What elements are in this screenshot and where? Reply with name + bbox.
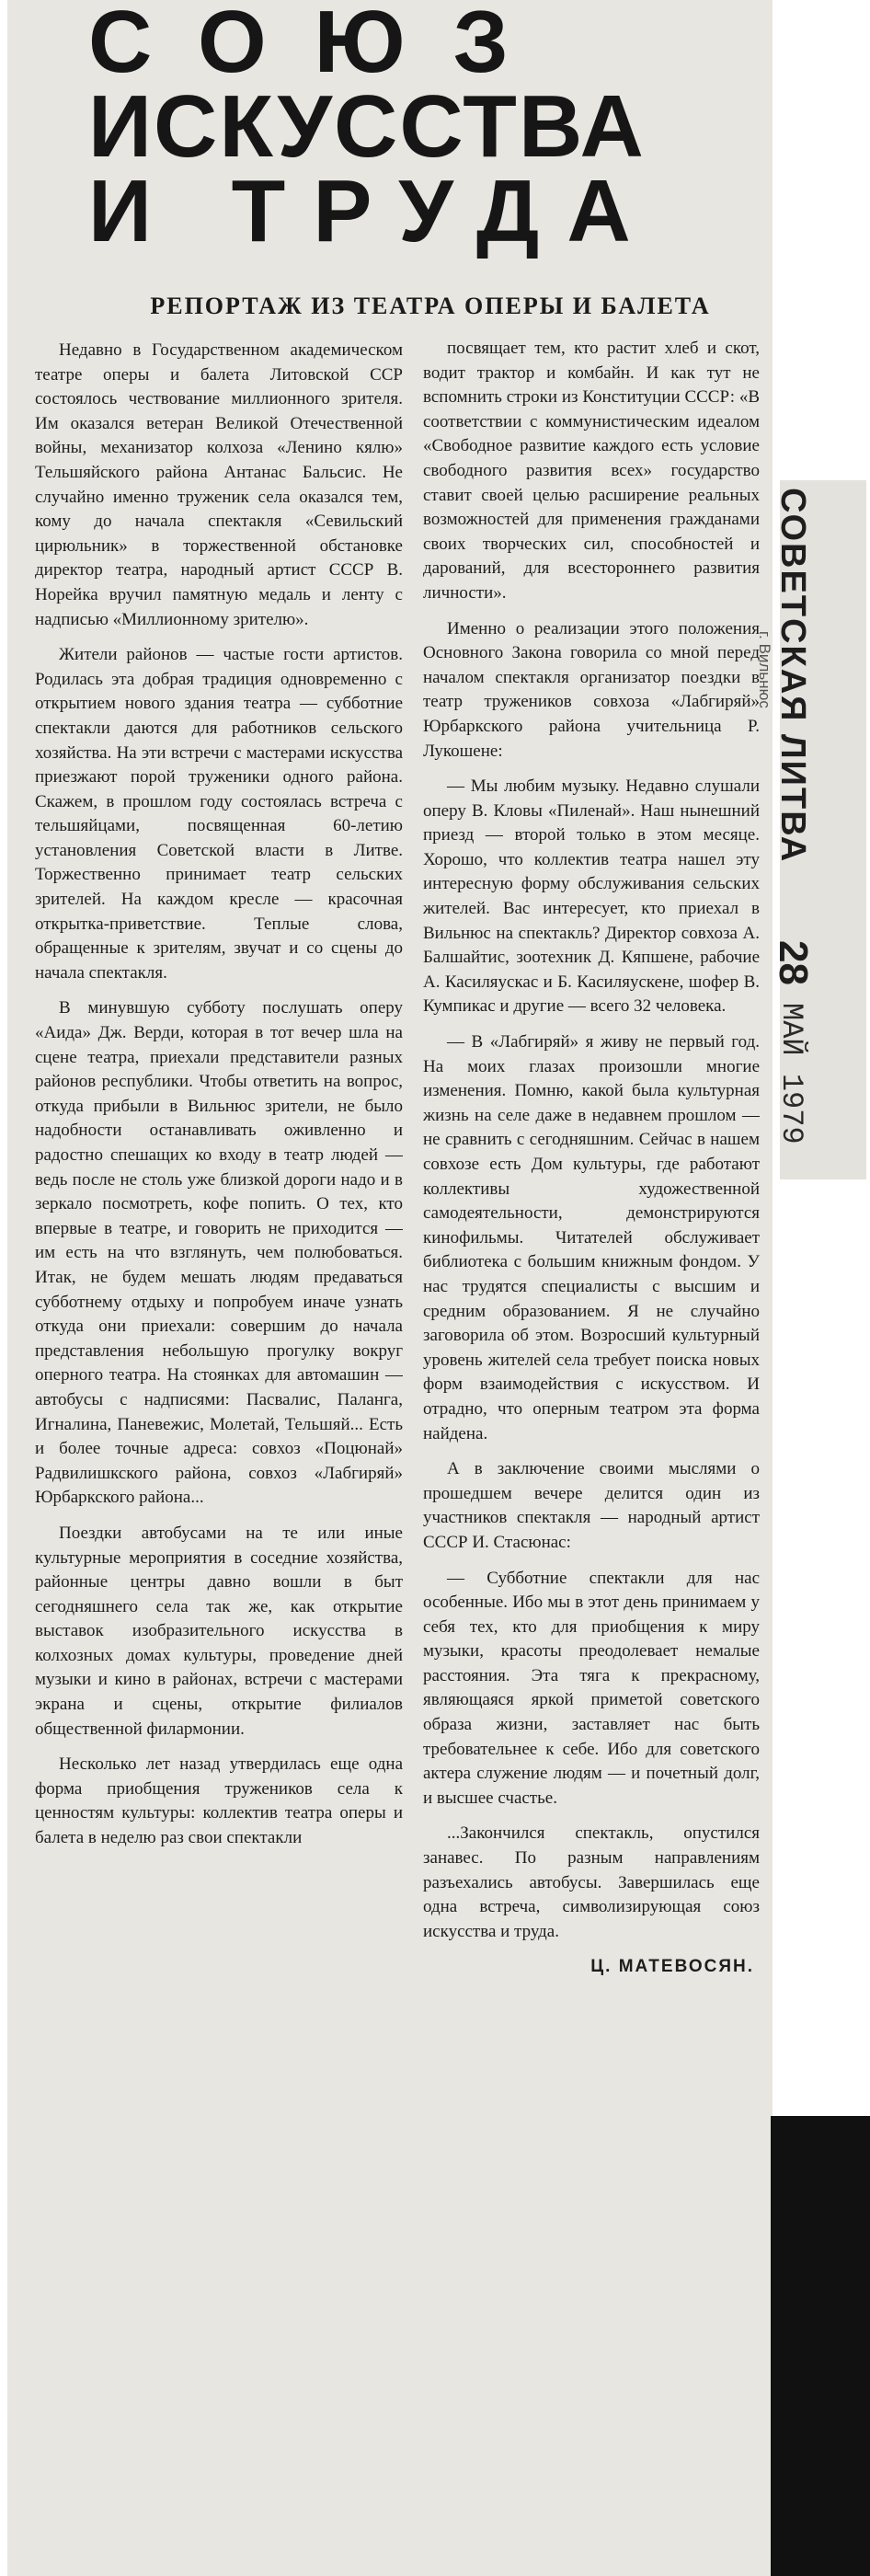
- article-paragraph: Именно о реализации этого положения Основного Закона говорила со мной перед началом спектакля организатор поездки в театр тружеников совхоза «Лабгиряй» Юрбаркского района учительница Р. Лукошене:: [423, 618, 760, 761]
- article-paragraph: посвящает тем, кто растит хлеб и скот, водит трактор и комбайн. И как тут не вспомнить строки из Конституции СССР: «В соответствии с коммунистическим идеалом «Свободное развитие каждого есть условие свободного развития всех» государство ставит своей целью расширение реальных возможностей для применения гражданами своих творческих сил, способностей и дарований, для всестороннего развития личности».: [423, 339, 760, 603]
- stamp-month-year: МАЙ 1979: [774, 1003, 808, 1144]
- article-subheadline: РЕПОРТАЖ ИЗ ТЕАТРА ОПЕРЫ И БАЛЕТА: [150, 293, 711, 319]
- headline-line-3: И ТРУДА: [88, 162, 658, 260]
- article-paragraph: Несколько лет назад утвердилась еще одна форма приобщения тружеников села к ценностям культуры: коллектив театра оперы и балета в неделю раз свои спектакли: [35, 1754, 403, 1848]
- article-paragraph: — Мы любим музыку. Недавно слушали оперу В. Кловы «Пиленай». Наш нынешний приезд — второй только в этом месяце. Хорошо, что коллектив театра нашел эту интересную форму обслуживания сельских жителей. Вас интересует, кто приехал в Вильнюс на спектакль? Директор совхоза А. Балшайтис, зоотехник Д. Кяпшене, рабочие А. Касиляускас и Б. Касиляускене, шофер В. Кумпикас и другие — всего 32 человека.: [423, 776, 760, 1017]
- article-column-right: [423, 337, 760, 2563]
- article-column-left: [35, 339, 403, 2565]
- article-paragraph: ...Закончился спектакль, опустился занавес. По разным направлениям разъехались автобусы. Завершилась еще одна встреча, символизирующая союз искусства и труда.: [423, 1823, 760, 1941]
- article-paragraph: Жители районов — частые гости артистов. Родилась эта добрая традиция одновременно с открытием нового здания театра — субботние спектакли даются для работников сельского хозяйства. На эти встречи с мастерами искусства приезжают порой труженики одного района. Скажем, в прошлом году состоялась встреча с тельшяйцами, посвященная 60-летию установления Советской власти в Литве. Торжественно принимает театр сельских зрителей. На каждом кресле — красочная открытка-приветствие. Теплые слова, обращенные к зрителям, звучат и со сцены до начала спектакля.: [35, 645, 403, 983]
- article-paragraph: — Субботние спектакли для нас особенные. Ибо мы в этот день принимаем у себя тех, кто для приобщения к миру музыки, красоты преодолевает немалые расстояния. Эта тяга к прекрасному, являющаяся яркой приметой советского образа жизни, заставляет нас быть требовательнее к себе. Ибо для советского актера служение людям — и почетный долг, и высшее счастье.: [423, 1568, 760, 1808]
- headline-line-1: СОЮЗ: [88, 0, 556, 91]
- stamp-city: г. Вильнюс: [756, 631, 773, 708]
- article-paragraph: Недавно в Государственном академическом театре оперы и балета Литовской ССР состоялось чествование миллионного зрителя. Им оказался ветеран Великой Отечественной войны, механизатор колхоза «Ленино кялю» Тельшяйского района Антанас Бальсис. Не случайно именно труженик села оказался тем, кому до начала спектакля «Севильский цирюльник» в торжественной обстановке директор театра, народный артист СССР В. Норейка вручил памятную медаль и ленту с надписью «Миллионному зрителю».: [35, 340, 403, 629]
- author-signature: Ц. МАТЕВОСЯН.: [590, 1957, 754, 1977]
- newspaper-clipping: [7, 0, 773, 2576]
- article-paragraph: А в заключение своими мыслями о прошедшем вечере делится один из участников спектакля — народный артист СССР И. Стасюнас:: [423, 1459, 760, 1552]
- article-paragraph: В минувшую субботу послушать оперу «Аида» Дж. Верди, которая в тот вечер шла на сцене театра, приехали представители разных районов республики. Чтобы ответить на вопрос, откуда прибыли в Вильнюс зрители, не было надобности останавливать оживленно и радостно спешащих ко входу в театр людей — ведь после не столь уже близкой дороги надо и в зеркало посмотреть, кофе попить. О тех, кто впервые в театре, и говорить не приходится — им есть на что взглянуть, чем полюбоваться. Итак, не будем мешать людям предаваться субботнему отдыху и попробуем иначе узнать откуда они приехали: совершим до начала представления небольшую прогулку вокруг оперного театра. На стоянках для автомашин — автобусы с надписями: Пасвалис, Паланга, Игналина, Паневежис, Молетай, Тельшяй... Есть и более точные адреса: совхоз «Поцюнай» Радвилишкского района, совхоз «Лабгиряй» Юрбаркского района...: [35, 998, 403, 1508]
- source-date-stamp: [756, 480, 866, 1179]
- article-headline: [88, 0, 769, 260]
- scan-dark-background: [771, 2116, 870, 2576]
- article-paragraph: — В «Лабгиряй» я живу не первый год. На моих глазах произошли многие изменения. Помню, какой была культурная жизнь на селе даже в недавнем прошлом — не сравнить с сегодняшним. Сейчас в нашем совхозе есть Дом культуры, где работают коллективы художественной самодеятельности, демонстрируются кинофильмы. Читателей обслуживает библиотека с большим книжным фондом. У нас трудятся специалисты с высшим и средним образованием. Я не случайно заговорила об этом. Возросший культурный уровень жителей села требует поиска новых форм взаимодействия с искусством. И отрадно, что оперным театром эта форма найдена.: [423, 1032, 760, 1443]
- stamp-day: 28: [771, 940, 816, 985]
- stamp-newspaper-name: СОВЕТСКАЯ ЛИТВА: [773, 488, 812, 864]
- headline-line-2: ИСКУССТВА: [88, 77, 646, 176]
- article-paragraph: Поездки автобусами на те или иные культурные мероприятия в соседние хозяйства, районные центры давно вошли в быт сегодняшнего села так же, как открытие выставок изобразительного искусства в колхозных домах культуры, проведение дней музыки и кино в районах, встречи с мастерами экрана и сцены, открытие филиалов общественной филармонии.: [35, 1523, 403, 1739]
